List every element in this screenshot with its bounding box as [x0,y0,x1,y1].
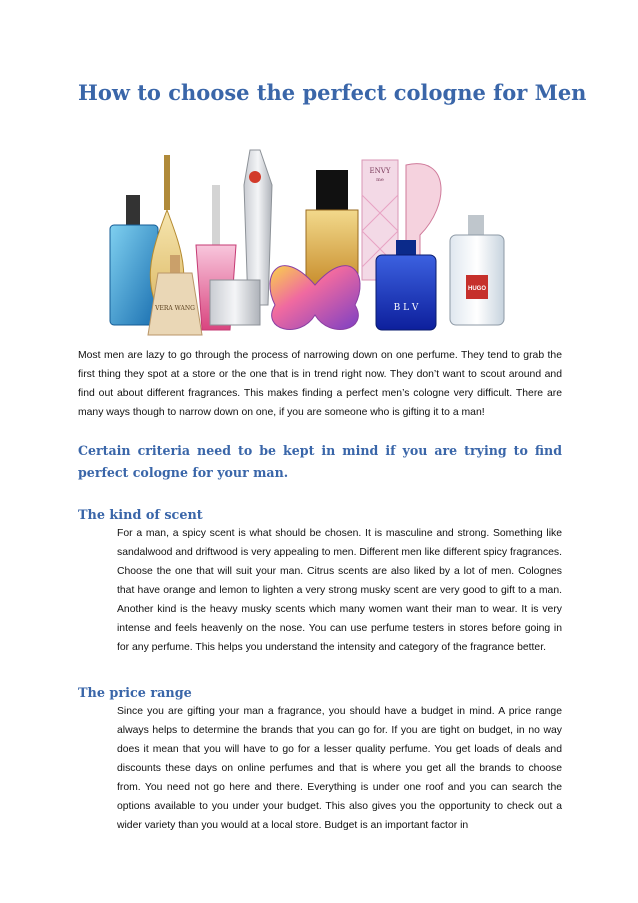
intro-paragraph: Most men are lazy to go through the process of narrowing down on one perfume. They tend to grab the first thing they spot at a store or the one that is in trend right now. They don’t want to scout around and find out about different fragrances. This makes finding a perfect men’s cologne very difficult. There are many ways though to narrow down on one, if you are someone who is gifting it to a man! [78,350,562,418]
bottle-cap [126,195,140,225]
svg-text:ENVY: ENVY [369,167,391,175]
cologne-bottles-image [100,145,530,340]
square-silver-bottle [210,280,260,325]
svg-text:VERA WANG: VERA WANG [155,305,195,312]
vera-wang-bottle [148,273,202,335]
svg-text:HUGO: HUGO [468,286,486,292]
section-body-scent: For a man, a spicy scent is what should be chosen. It is masculine and strong. Something like sandalwood and driftwood is very appealing to men. Different men like different spicy fragrances. Choose the one that will suit your man. Citrus scents are also liked by a lot of men. Colognes that have orange and lemon to lighten a very strong musky scent are very good to gift to a man. Another kind is the heavy musky scents which many women want their man to wear. It is very intense and feels heavenly on the nose. You can use perfume testers in stores before going in for any perfume. This helps you understand the intensity and category of the fragrance better. [117,528,562,653]
black-cap [316,170,348,210]
section-heading-scent: The kind of scent [78,508,203,523]
section-body-price: Since you are gifting your man a fragrance, you should have a budget in mind. A price range always helps to determine the brands that you can go for. If you are tight on budget, in no way does it mean that you will have to go for a lesser quality perfume. You get loads of deals and discounts these days on online perfumes and that is where you get all the brands to choose from. You need not go here and there. Everything is under one roof and you can search the options available to you under your budget. This also gives you the opportunity to check out a wider variety than you would at a local store. Budget is an important factor in [117,706,562,831]
section-heading-price: The price range [78,686,192,701]
page-title: How to choose the perfect cologne for Men [78,80,587,105]
svg-text:me: me [376,177,384,183]
blv-bottle [376,255,436,330]
svg-text:B L V: B L V [393,303,419,313]
criteria-subtitle: Certain criteria need to be kept in mind if you are trying to find perfect cologne for your man. [78,443,562,480]
